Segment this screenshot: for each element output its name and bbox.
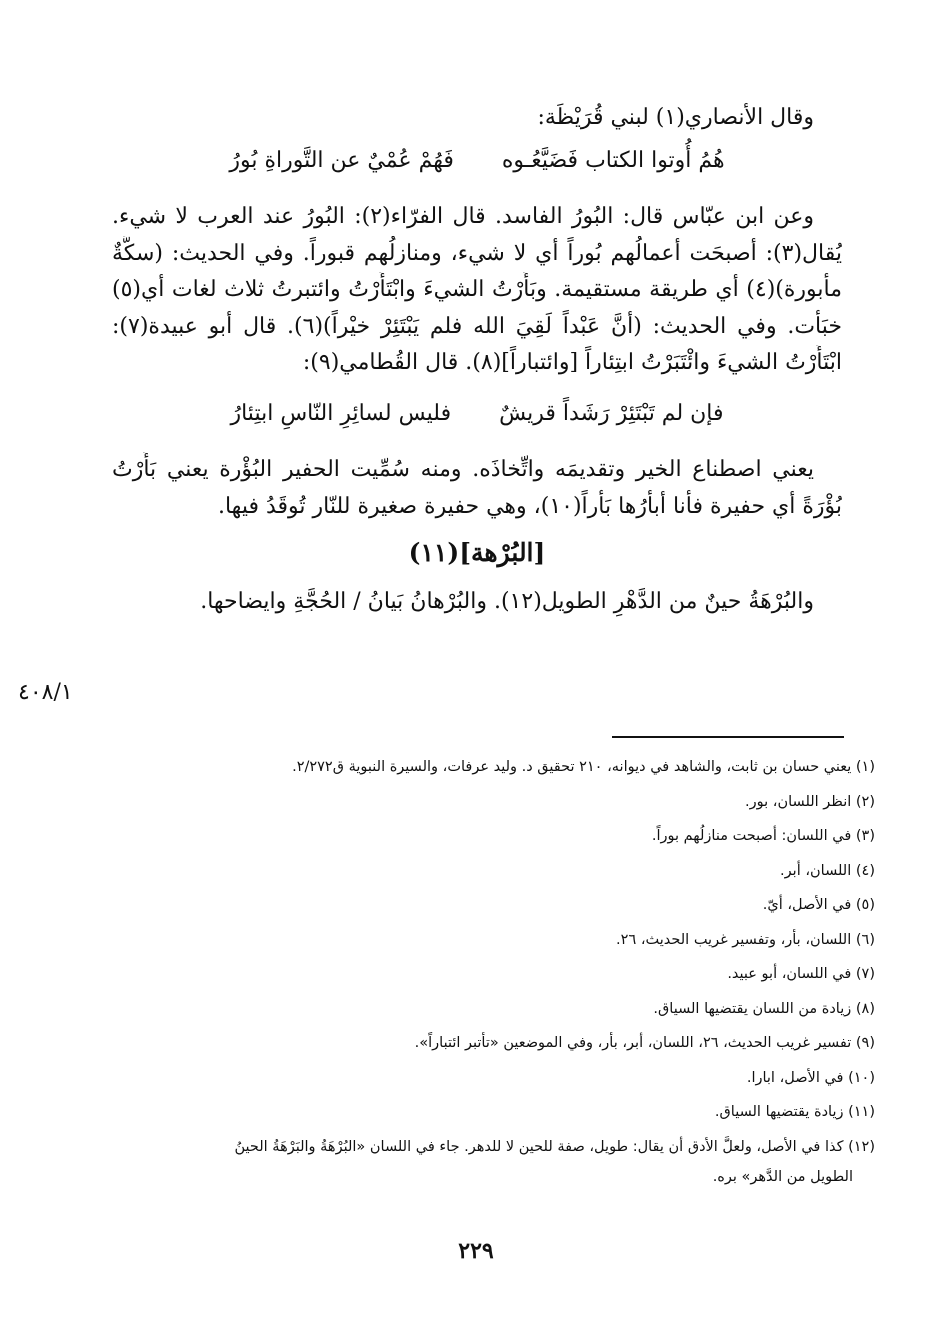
verse-2 bbox=[112, 396, 842, 433]
intro-line: وقال الأنصاري(١) لبني قُرَيْظَة: bbox=[537, 105, 814, 130]
paragraph-line: ابْتَأَرْتُ الشيءَ وائْتَبَرْتُ ابتِئاراً [وائتباراً](٨). قال القُطامي(٩): bbox=[302, 350, 842, 375]
footnote-8: (٨) زيادة من اللسان يقتضيها السياق. bbox=[653, 1000, 875, 1017]
footnote-12-continuation: الطويل من الدَّهر» بره. bbox=[712, 1169, 853, 1185]
section-heading: [البُرْهة](١١) bbox=[408, 538, 546, 567]
footnote-2: (٢) انظر اللسان، بور. bbox=[745, 793, 875, 810]
footnote-5: (٥) في الأصل، أيّ. bbox=[762, 897, 875, 913]
footnote-10: (١٠) في الأصل، ابارا. bbox=[746, 1069, 875, 1086]
verse-1-first-hemistich: هُمُ أُوتوا الكتاب فَضَيَّعُـوه bbox=[501, 147, 725, 173]
paragraph-bura bbox=[112, 452, 842, 525]
paragraph-line: يعني اصطناع الخير وتقديمَه واتِّخاذَه. ومنه سُمِّيت الحفير البُؤْرة يعني بَأَرْتُ bbox=[112, 457, 814, 482]
verse-1 bbox=[112, 143, 842, 180]
verse-2-first-hemistich: فإن لم تَبْتَئِرْ رَشَداً قريشٌ bbox=[499, 400, 724, 426]
footnote-7: (٧) في اللسان، أبو عبيد. bbox=[727, 966, 875, 982]
verse-2-second-hemistich: فليس لسائِرِ النّاسِ ابتِئارُ bbox=[230, 400, 452, 426]
footnote-11: (١١) زيادة يقتضيها السياق. bbox=[714, 1104, 875, 1120]
paragraph-line: وعن ابن عبّاس قال: البُورُ الفاسد. قال الفرّاء(٢): البُورُ عند العرب لا شيء. bbox=[112, 204, 814, 229]
footnote-6: (٦) اللسان، بأر، وتفسير غريب الحديث، ٢٦. bbox=[616, 931, 875, 948]
page-number: ٢٢٩ bbox=[458, 1238, 494, 1264]
paragraph-line: خبَأْت. وفي الحديث: (أنَّ عَبْداً لَقِيَ الله فلم يَبْتَئِرْ خيْراً)(٦). قال أبو عبيدة(٧): bbox=[112, 313, 842, 339]
footnotes bbox=[130, 750, 875, 1190]
paragraph-burha: والبُرْهَةُ حينٌ من الدَّهْرِ الطويل(١٢). والبُرْهانُ بَيانُ / الحُجَّةِ وايضاحها. bbox=[200, 588, 814, 614]
margin-folio-reference: ٤٠٨/١ bbox=[18, 680, 73, 705]
footnote-9: (٩) تفسير غريب الحديث، ٢٦، اللسان، أبر، بأر، وفي الموضعين «تأتبر ائتباراً». bbox=[414, 1035, 875, 1051]
verse-1-second-hemistich: فَهُمْ عُمْيٌ عن التَّوراةِ بُورُ bbox=[229, 147, 454, 173]
paragraph-line: يُقال(٣): أصبحَت أعمالُهم بُوراً أي لا شيء، ومنازلُهم قبوراً. وفي الحديث: (سكَّةٌ bbox=[112, 240, 842, 266]
footnote-4: (٤) اللسان، أبر. bbox=[780, 862, 875, 879]
footnote-12: (١٢) كذا في الأصل، ولعلَّ الأدق أن يقال: طويل، صفة للحين لا للدهر. جاء في اللسان «البُرْهَةُ والبَرْهَةُ الحينُ bbox=[234, 1138, 875, 1155]
paragraph-bur bbox=[112, 199, 842, 382]
footnote-3: (٣) في اللسان: أصبحت منازلُهم بوراً. bbox=[651, 828, 875, 844]
paragraph-line: بُؤْرَةً أي حفيرة فأنا أبأرُها بَأْراً(١٠)، وهي حفيرة صغيرة للنّار تُوقَدُ فيها. bbox=[217, 493, 842, 519]
footnote-1: (١) يعني حسان بن ثابت، والشاهد في ديوانه، ٢١٠ تحقيق د. وليد عرفات، والسيرة النبوية ق٢/٢٧٢. bbox=[292, 759, 875, 775]
footnote-divider bbox=[612, 736, 844, 738]
main-text bbox=[112, 100, 842, 620]
paragraph-line: مأبورة)(٤) أي طريقة مستقيمة. وبَأَرْتُ الشيءَ وابْتَأَرْتُ وائتبرتُ ثلاث لغات أي(٥) bbox=[112, 277, 842, 302]
